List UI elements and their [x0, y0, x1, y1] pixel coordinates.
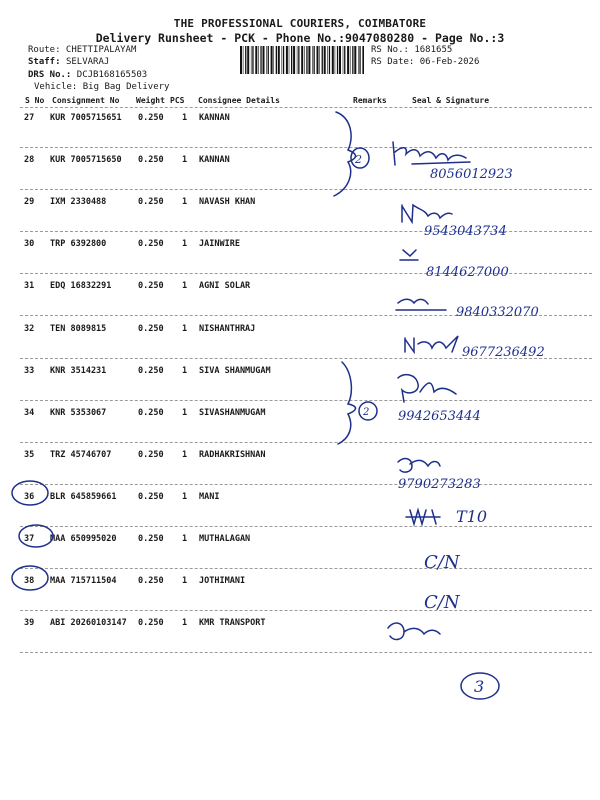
cell-pcs: 1	[182, 408, 188, 418]
row-divider	[20, 231, 592, 232]
cell-consignee: NISHANTHRAJ	[199, 324, 256, 334]
cell-weight: 0.250	[138, 281, 164, 291]
row-divider	[20, 652, 592, 653]
row-divider	[20, 400, 592, 401]
cell-consignment: MAA 650995020	[50, 534, 117, 544]
header-divider	[20, 107, 592, 108]
cell-pcs: 1	[182, 450, 188, 460]
signature-navash	[402, 205, 452, 222]
cell-pcs: 1	[182, 618, 188, 628]
staff-line	[28, 57, 109, 67]
cell-consignment: ABI 20260103147	[50, 618, 127, 628]
row-divider	[20, 484, 592, 485]
row-divider	[20, 568, 592, 569]
signature-agni	[396, 299, 446, 310]
cell-consignment: KUR 7005715650	[50, 155, 122, 165]
cell-consignee: MUTHALAGAN	[199, 534, 251, 544]
cell-sno: 33	[24, 366, 35, 376]
cell-weight: 0.250	[138, 155, 164, 165]
cell-sno: 37	[24, 534, 35, 544]
signature-radha	[398, 459, 440, 473]
cell-pcs: 1	[182, 324, 188, 334]
brace-mark-2	[338, 362, 356, 444]
cell-consignee: KANNAN	[199, 113, 230, 123]
cell-sno: 36	[24, 492, 35, 502]
drs-label: DRS No.:	[28, 70, 72, 80]
cell-consignment: TRZ 45746707	[50, 450, 112, 460]
cell-weight: 0.250	[138, 324, 164, 334]
cell-pcs: 1	[182, 576, 188, 586]
col-header-consignee: Consignee Details	[198, 96, 280, 105]
staff-label: Staff:	[28, 57, 61, 67]
cell-sno: 38	[24, 576, 35, 586]
cell-consignment: TRP 6392800	[50, 239, 107, 249]
staff-value: SELVARAJ	[65, 57, 110, 67]
count-mark: 2	[355, 153, 362, 166]
row-divider	[20, 273, 592, 274]
cell-consignee: NAVASH KHAN	[199, 197, 256, 207]
cell-consignment: KNR 3514231	[50, 366, 107, 376]
cell-pcs: 1	[182, 281, 188, 291]
cell-pcs: 1	[182, 155, 188, 165]
signature-siva	[398, 375, 456, 402]
vehicle-label: Vehicle: Big Bag Delivery	[34, 82, 170, 92]
route-label: Route: CHETTIPALAYAM	[28, 45, 137, 55]
cell-consignment: KNR 5353067	[50, 408, 107, 418]
phone-30: 8144627000	[426, 265, 509, 280]
note-37: C/N	[424, 552, 460, 573]
rs-date: RS Date: 06-Feb-2026	[371, 57, 480, 67]
cell-sno: 32	[24, 324, 35, 334]
cell-consignment: TEN 8089815	[50, 324, 107, 334]
signature-jainwire	[400, 250, 418, 260]
cell-sno: 34	[24, 408, 35, 418]
phone-31: 9840332070	[456, 305, 539, 320]
cell-consignment: KUR 7005715651	[50, 113, 122, 123]
cell-consignee: MANI	[199, 492, 220, 502]
drs-line	[28, 70, 147, 80]
signature-nishanth	[405, 336, 458, 352]
cell-weight: 0.250	[138, 492, 164, 502]
col-header-consignment: Consignment No	[52, 96, 120, 105]
count-circle	[351, 148, 369, 168]
cell-weight: 0.250	[138, 366, 164, 376]
row-divider	[20, 315, 592, 316]
cell-pcs: 1	[182, 492, 188, 502]
page-mark: 3	[474, 677, 485, 696]
signature-kmr	[388, 623, 440, 639]
signature-kannan	[393, 142, 470, 165]
col-header-weight: Weight	[136, 96, 165, 105]
cell-consignee: JOTHIMANI	[199, 576, 246, 586]
col-header-sno: S No	[25, 96, 45, 105]
cell-pcs: 1	[182, 239, 188, 249]
cell-weight: 0.250	[138, 534, 164, 544]
cell-sno: 29	[24, 197, 35, 207]
cell-sno: 27	[24, 113, 35, 123]
cell-consignee: JAINWIRE	[199, 239, 240, 249]
note-36: T10	[456, 507, 488, 526]
col-header-pcs: PCS	[170, 96, 185, 105]
cell-consignment: EDQ 16832291	[50, 281, 112, 291]
note-38: C/N	[424, 592, 460, 613]
row-divider	[20, 358, 592, 359]
cell-consignee: KMR TRANSPORT	[199, 618, 266, 628]
phone-32: 9677236492	[462, 345, 545, 360]
drs-value: DCJB168165503	[76, 70, 148, 80]
cell-sno: 35	[24, 450, 35, 460]
cell-weight: 0.250	[138, 197, 164, 207]
phone-28: 8056012923	[430, 167, 513, 182]
cell-consignee: RADHAKRISHNAN	[199, 450, 266, 460]
cell-consignee: SIVASHANMUGAM	[199, 408, 266, 418]
row-divider	[20, 189, 592, 190]
phone-34: 9942653444	[398, 409, 481, 424]
cell-weight: 0.250	[138, 113, 164, 123]
row-divider	[20, 610, 592, 611]
cell-pcs: 1	[182, 113, 188, 123]
cell-pcs: 1	[182, 534, 188, 544]
count-mark-2: 2	[363, 407, 370, 418]
page-mark-circle	[461, 673, 499, 699]
cell-weight: 0.250	[138, 576, 164, 586]
row-divider	[20, 442, 592, 443]
rs-number: RS No.: 1681655	[371, 45, 453, 55]
count-circle-2	[359, 402, 377, 420]
cell-weight: 0.250	[138, 618, 164, 628]
cell-weight: 0.250	[138, 239, 164, 249]
cell-weight: 0.250	[138, 450, 164, 460]
document-subtitle: Delivery Runsheet - PCK - Phone No.:9047080280 - Page No.:3	[95, 31, 505, 45]
row-divider	[20, 526, 592, 527]
cell-pcs: 1	[182, 197, 188, 207]
phone-29: 9543043734	[424, 224, 507, 239]
col-header-signature: Seal & Signature	[412, 96, 490, 105]
cell-weight: 0.250	[138, 408, 164, 418]
cell-consignment: IXM 2330488	[50, 197, 107, 207]
cell-sno: 39	[24, 618, 35, 628]
barcode-image	[240, 46, 364, 74]
cell-consignee: SIVA SHANMUGAM	[199, 366, 271, 376]
cell-sno: 28	[24, 155, 35, 165]
brace-mark	[334, 112, 356, 196]
cell-pcs: 1	[182, 366, 188, 376]
row-divider	[20, 147, 592, 148]
cell-consignee: AGNI SOLAR	[199, 281, 251, 291]
cell-consignment: MAA 715711504	[50, 576, 117, 586]
cell-sno: 31	[24, 281, 35, 291]
cell-sno: 30	[24, 239, 35, 249]
strikeout-mark	[406, 510, 440, 524]
document-title: THE PROFESSIONAL COURIERS, COIMBATORE	[173, 17, 427, 30]
phone-35: 9790273283	[398, 477, 481, 492]
cell-consignment: BLR 645859661	[50, 492, 117, 502]
cell-consignee: KANNAN	[199, 155, 230, 165]
col-header-remarks: Remarks	[353, 96, 387, 105]
